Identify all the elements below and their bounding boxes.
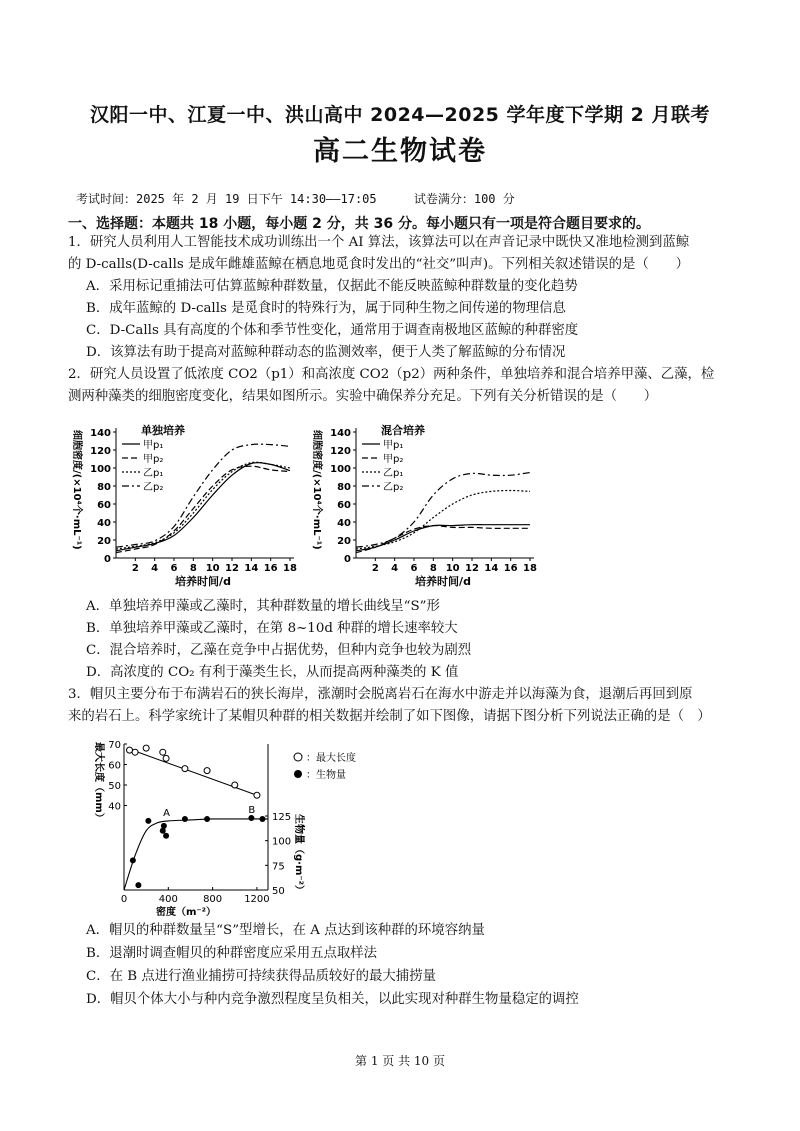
max-length-point [182, 766, 188, 772]
x-tick-label: 10 [205, 563, 220, 574]
biomass-point [182, 816, 188, 822]
y-tick-label: 120 [90, 446, 111, 457]
biomass-curve [124, 819, 268, 890]
q2-option-c: C．混合培养时，乙藻在竞争中占据优势，但种内竞争也较为剧烈 [86, 643, 472, 658]
x-tick-label: 6 [170, 563, 178, 574]
legend-label: 乙p₂ [143, 482, 164, 493]
y-tick-label: 40 [97, 518, 111, 529]
chart-separate-culture [71, 423, 297, 588]
x-tick-label: 14 [244, 563, 259, 574]
y-tick-label: 100 [90, 464, 111, 475]
x-tick-label: 4 [151, 563, 159, 574]
y-tick-label: 60 [337, 500, 351, 511]
left-tick-label: 50 [108, 781, 121, 792]
x-tick-label: 800 [203, 894, 223, 905]
max-length-point [254, 792, 260, 798]
x-tick-label: 2 [131, 563, 139, 574]
x-tick-label: 18 [523, 563, 537, 574]
q2-option-d: D．高浓度的 CO₂ 有利于藻类生长，从而提高两种藻类的 K 值 [86, 665, 459, 680]
biomass-point [204, 816, 210, 822]
y-tick-label: 0 [344, 554, 351, 565]
q2-stem-1: 2．研究人员设置了低浓度 CO2（p1）和高浓度 CO2（p2）两种条件，单独培养和混合培养甲藻、乙藻，检 [68, 367, 715, 382]
x-tick-label: 6 [410, 563, 418, 574]
legend-label: 乙p₂ [383, 482, 404, 493]
y-tick-label: 140 [330, 428, 351, 439]
title-line2: 高二生物试卷 [313, 136, 487, 167]
x-tick-label: 400 [158, 894, 178, 905]
x-tick-label: 16 [263, 563, 278, 574]
legend-label: 甲p₂ [143, 454, 164, 465]
exam-time: 考试时间：2025 年 2 月 19 日下午 14:30——17:05 [76, 192, 377, 206]
x-tick-label: 16 [503, 563, 518, 574]
q1-option-c: C．D-Calls 具有高度的个体和季节性变化，通常用于调查南极地区蓝鲸的种群密度 [86, 323, 579, 338]
q2-option-a: A．单独培养甲藻或乙藻时，其种群数量的增长曲线呈“S”形 [86, 599, 440, 614]
x-tick-label: 8 [429, 563, 437, 574]
legend-open-circle [294, 753, 302, 761]
x-tick-label: 4 [391, 563, 399, 574]
right-axis-label: 生物量（g·m⁻²） [293, 814, 304, 896]
right-tick-label: 125 [272, 812, 292, 823]
right-tick-label: 100 [272, 836, 292, 848]
legend-label: ：生物量 [306, 770, 346, 781]
title-line1: 汉阳一中、江夏一中、洪山高中 2024—2025 学年度下学期 2 月联考 [90, 104, 710, 126]
x-tick-label: 18 [283, 563, 297, 574]
q2-stem-2: 测两种藻类的细胞密度变化，结果如图所示。实验中确保养分充足。下列有关分析错误的是（ ） [68, 389, 658, 404]
biomass-point [160, 828, 166, 834]
biomass-point [135, 882, 141, 888]
y-tick-label: 40 [337, 518, 351, 529]
q2-option-b: B．单独培养甲藻或乙藻时，在第 8~10d 种群的增长速率较大 [86, 621, 458, 636]
x-tick-label: 12 [465, 563, 479, 574]
series-line-2 [356, 526, 530, 553]
legend-label: ：最大长度 [306, 753, 356, 764]
max-length-point [163, 755, 169, 761]
y-tick-label: 120 [330, 446, 351, 457]
max-length-point [160, 749, 166, 755]
y-tick-label: 140 [90, 428, 111, 439]
biomass-point [259, 816, 265, 822]
y-tick-label: 20 [97, 536, 111, 547]
q3-stem-1: 3．帽贝主要分布于布满岩石的狭长海岸，涨潮时会脱离岩石在海水中游走并以海藻为食，退潮后再回到原 [68, 687, 693, 702]
max-length-point [232, 782, 238, 788]
q2-figure [68, 418, 548, 590]
y-axis-label: 细胞密度/(×10⁴个·mL⁻¹) [71, 430, 82, 550]
q3-figure [86, 734, 416, 924]
x-axis-label: 培养时间/d [415, 575, 471, 588]
biomass-point [161, 823, 167, 829]
x-axis-label: 培养时间/d [175, 575, 231, 588]
annotation-b: B [248, 804, 256, 816]
x-tick-label: 1200 [244, 894, 270, 905]
chart-limpet [93, 740, 356, 918]
q3-option-c: C．在 B 点进行渔业捕捞可持续获得品质较好的最大捕捞量 [86, 969, 436, 984]
q3-option-d: D．帽贝个体大小与种内竞争激烈程度呈负相关，以此实现对种群生物量稳定的调控 [86, 992, 579, 1007]
q1-option-a: A．采用标记重捕法可估算蓝鲸种群数量，仅据此不能反映蓝鲸种群数量的变化趋势 [86, 279, 578, 294]
chart-title: 单独培养 [141, 424, 185, 437]
section-heading: 一、选择题：本题共 18 小题，每小题 2 分，共 36 分。每小题只有一项是符合题目要求的。 [68, 216, 650, 232]
biomass-point [163, 833, 169, 839]
full-score: 试卷满分：100 分 [413, 192, 515, 206]
max-length-point [132, 749, 138, 755]
q3-option-a: A．帽贝的种群数量呈“S”型增长，在 A 点达到该种群的环境容纳量 [86, 923, 485, 938]
chart-mixed-culture [311, 423, 537, 588]
exam-meta [76, 190, 515, 207]
page-footer: 第 1 页 共 10 页 [355, 1054, 445, 1068]
x-tick-label: 0 [120, 894, 128, 905]
chart-title: 混合培养 [381, 424, 425, 437]
legend-filled-circle [294, 770, 302, 778]
series-line-2 [116, 466, 290, 552]
q1-option-b: B．成年蓝鲸的 D-calls 是觅食时的特殊行为，属于同种生物之间传递的物理信息 [86, 301, 566, 316]
left-tick-label: 60 [108, 760, 121, 772]
series-line-3 [356, 491, 530, 550]
legend-label: 甲p₁ [143, 440, 164, 451]
y-tick-label: 80 [97, 482, 111, 493]
x-tick-label: 8 [189, 563, 197, 574]
x-tick-label: 2 [371, 563, 379, 574]
legend-label: 甲p₂ [383, 454, 404, 465]
legend-label: 乙p₁ [143, 468, 164, 479]
left-tick-label: 40 [108, 801, 121, 813]
annotation-a: A [163, 807, 170, 819]
q1-option-d: D．该算法有助于提高对蓝鲸种群动态的监测效率，便于人类了解蓝鲸的分布情况 [86, 345, 566, 360]
max-length-point [143, 745, 149, 751]
max-length-trend [130, 749, 257, 795]
x-tick-label: 10 [445, 563, 460, 574]
q3-option-b: B．退潮时调查帽贝的种群密度应采用五点取样法 [86, 946, 378, 961]
q1-stem-1: 1．研究人员利用人工智能技术成功训练出一个 AI 算法，该算法可以在声音记录中既快又准地检测到蓝鲸 [68, 235, 690, 250]
legend-label: 乙p₁ [383, 468, 404, 479]
right-tick-label: 75 [272, 861, 285, 873]
y-axis-label: 细胞密度/(×10⁴个·mL⁻¹) [311, 430, 322, 550]
q3-stem-2: 来的岩石上。科学家统计了某帽贝种群的相关数据并绘制了如下图像，请据下图分析下列说法正确的是（ ） [68, 709, 711, 724]
q1-stem-2: 的 D-calls(D-calls 是成年雌雄蓝鲸在栖息地觅食时发出的“社交”叫声)。下列相关叙述错误的是（ ） [68, 257, 689, 272]
max-length-point [204, 768, 210, 774]
x-tick-label: 12 [225, 563, 239, 574]
left-axis-label: 最大长度（mm） [93, 742, 104, 823]
right-tick-label: 50 [272, 886, 285, 897]
y-tick-label: 0 [104, 554, 111, 565]
y-tick-label: 100 [330, 464, 351, 475]
biomass-point [145, 818, 151, 824]
y-tick-label: 80 [337, 482, 351, 493]
legend-label: 甲p₁ [383, 440, 404, 451]
x-axis-label: 密度（m⁻²） [155, 907, 217, 918]
x-tick-label: 14 [484, 563, 499, 574]
left-tick-label: 70 [108, 740, 121, 751]
biomass-point [130, 857, 136, 863]
y-tick-label: 20 [337, 536, 351, 547]
y-tick-label: 60 [97, 500, 111, 511]
